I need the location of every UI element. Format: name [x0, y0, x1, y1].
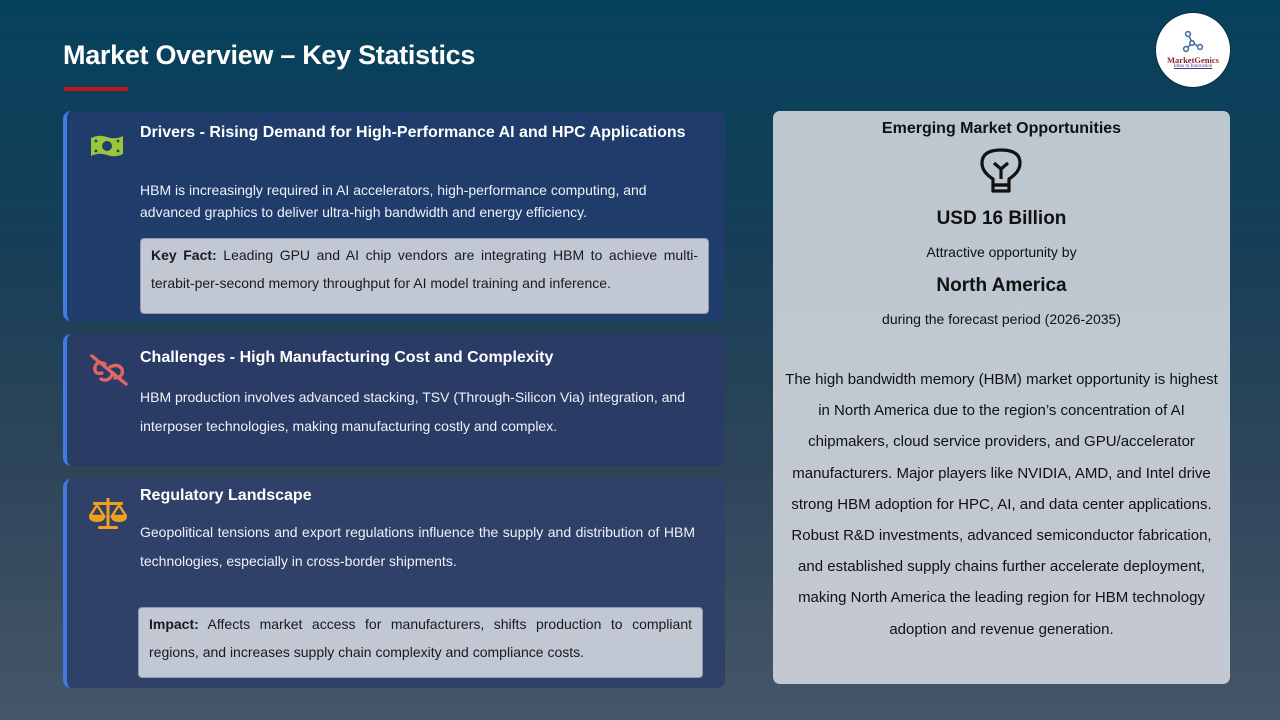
- opportunity-description: The high bandwidth memory (HBM) market opportunity is highest in North America due to the region’s concentration of AI chipmakers, cloud service providers, and GPU/accelerator manufacturers. Major players like NVIDIA, AMD, and Intel drive strong HBM adoption for HPC, AI, and data center applications. Robust R&D investments, advanced semiconductor fabrication, and established supply chains further accelerate deployment, making North America the leading region for HBM technology adoption and revenue generation.: [785, 371, 1218, 638]
- opportunity-panel: [773, 111, 1230, 684]
- opportunity-heading: Emerging Market Opportunities: [881, 120, 1122, 137]
- regulatory-title: Regulatory Landscape: [140, 487, 312, 504]
- opportunity-subtitle: Attractive opportunity by: [926, 244, 1077, 260]
- page-title: Market Overview – Key Statistics: [63, 40, 476, 70]
- balance-scale-icon: [89, 496, 127, 535]
- molecule-network-icon: [1181, 30, 1205, 54]
- opportunity-value: USD 16 Billion: [936, 208, 1067, 229]
- impact-box: [138, 607, 703, 678]
- title-underline: [64, 87, 128, 91]
- key-fact-box: [140, 238, 709, 314]
- impact-label: Impact:: [149, 616, 199, 632]
- key-fact-label: Key Fact:: [151, 247, 217, 263]
- key-fact-text: Leading GPU and AI chip vendors are integrating HBM to achieve multi-terabit-per-second memory throughput for AI model training and inference.: [151, 247, 698, 291]
- logo-name: MarketGenics: [1167, 54, 1219, 65]
- forecast-period: during the forecast period (2026-2035): [882, 311, 1121, 327]
- regulatory-body: Geopolitical tensions and export regulations influence the supply and distribution of HBM technologies, especially in cross-border shipments.: [140, 524, 695, 569]
- regulatory-card: [63, 479, 725, 688]
- opportunity-region: North America: [936, 275, 1067, 296]
- challenges-body: HBM production involves advanced stacking, TSV (Through-Silicon Via) integration, and interposer technologies, making manufacturing costly and complex.: [140, 389, 685, 434]
- money-bill-icon: [89, 132, 125, 165]
- challenges-card: [63, 334, 725, 466]
- broken-link-icon: [89, 353, 129, 392]
- logo-tagline: Ideas to Innovation: [1173, 64, 1213, 70]
- drivers-card: [63, 111, 725, 321]
- lightbulb-icon: [979, 147, 1023, 204]
- impact-text: Affects market access for manufacturers, shifts production to compliant regions, and increases supply chain complexity and compliance costs.: [149, 616, 692, 660]
- drivers-body: HBM is increasingly required in AI accelerators, high-performance computing, and advanced graphics to deliver ultra-high bandwidth and energy efficiency.: [140, 182, 647, 220]
- challenges-title: Challenges - High Manufacturing Cost and Complexity: [140, 349, 554, 366]
- logo: [1156, 13, 1230, 87]
- drivers-title: Drivers - Rising Demand for High-Performance AI and HPC Applications: [140, 124, 686, 141]
